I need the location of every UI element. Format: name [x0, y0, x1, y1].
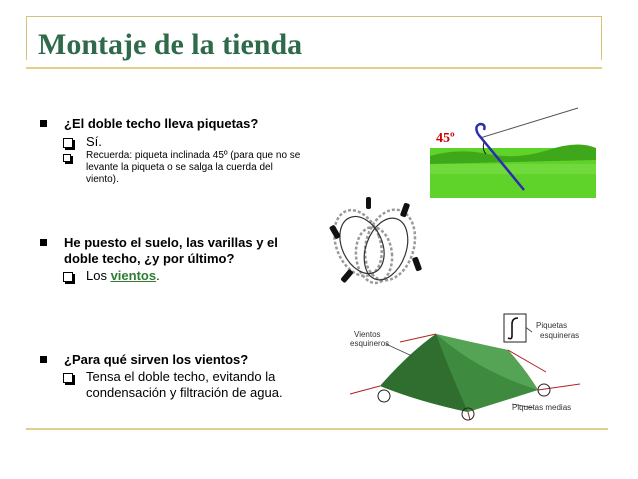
guyline-right	[538, 384, 580, 390]
question-stakes: ¿El doble techo lleva piquetas?	[64, 116, 259, 131]
bullet-marker	[40, 356, 47, 363]
answer-guylines	[86, 268, 160, 284]
answer-purpose-line1: Tensa el doble techo, evitando la	[86, 369, 276, 384]
guyline-left	[350, 386, 380, 394]
answer-purpose-line2: condensación y filtración de agua.	[86, 385, 283, 400]
grass-light-band	[430, 164, 596, 174]
label-middle-stakes: Piquetas medias	[512, 403, 572, 412]
rope-coil-5	[356, 212, 415, 286]
stake-hook	[476, 124, 484, 134]
label-corner-guylines-1: Vientos	[354, 330, 381, 339]
sub-bullet-marker	[63, 272, 73, 282]
pointer-guylines	[386, 344, 412, 356]
tensioner-5	[366, 197, 371, 209]
stake-marker-left	[378, 390, 390, 402]
question-guylines-purpose: ¿Para qué sirven los vientos?	[64, 352, 249, 367]
frame-right-line	[601, 16, 602, 60]
tensioner-1	[329, 224, 341, 239]
rope-coil-4	[331, 209, 393, 280]
question-last-step-line2: doble techo, ¿y por último?	[64, 251, 235, 266]
frame-top-line	[26, 16, 602, 17]
tent-guylines-figure	[340, 312, 596, 424]
sub-bullet-marker	[63, 138, 73, 148]
label-corner-guylines-2: esquineros	[350, 339, 390, 348]
guylines-link[interactable]: vientos	[110, 268, 157, 283]
stake-note: Recuerda: piqueta inclinada 45º (para que no se levante la piqueta o se salga la cuerda del viento).	[86, 150, 301, 185]
sub-bullet-marker	[63, 154, 71, 162]
guyline-bottom	[468, 412, 470, 420]
title-underline	[26, 67, 602, 69]
tensioner-2	[340, 269, 354, 284]
answer-suffix: .	[156, 268, 160, 283]
answer-prefix: Los	[86, 268, 111, 283]
answer-yes: Sí.	[86, 134, 102, 149]
sub-bullet-marker	[63, 373, 73, 383]
tensioner-4	[412, 256, 422, 271]
bullet-marker	[40, 120, 47, 127]
guylines-coil-figure	[318, 195, 442, 297]
guyline-rope	[480, 108, 578, 138]
frame-left-line	[26, 16, 27, 60]
bullet-marker	[40, 239, 47, 246]
angle-label: 45º	[436, 131, 455, 146]
label-corner-stakes-2: esquineras	[540, 331, 580, 340]
label-corner-stakes-1: Piquetas	[536, 321, 568, 330]
footer-line	[26, 428, 608, 430]
page-title: Montaje de la tienda	[38, 28, 303, 61]
stake-angle-figure	[428, 104, 600, 202]
question-last-step-line1: He puesto el suelo, las varillas y el	[64, 235, 278, 250]
